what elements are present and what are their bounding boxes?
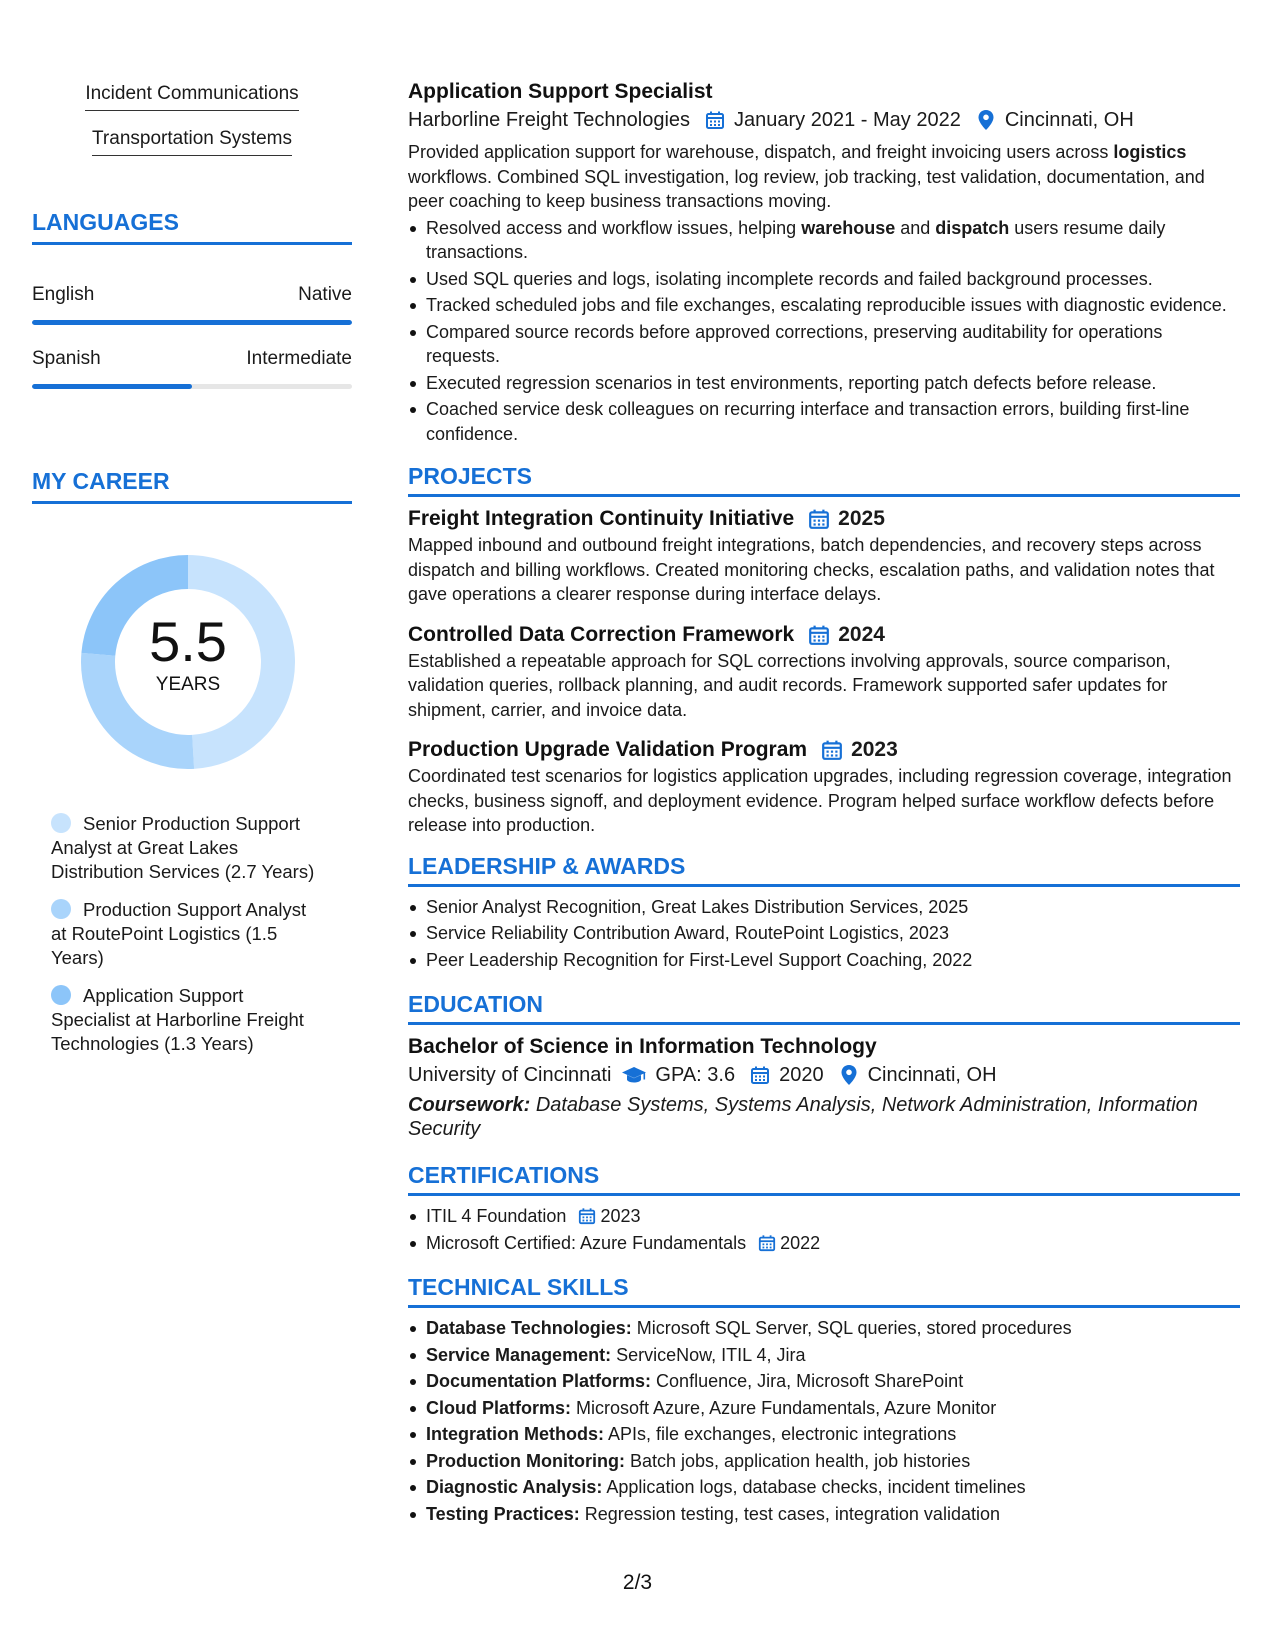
project-title: Production Upgrade Validation Program xyxy=(408,738,808,761)
left-column xyxy=(32,82,352,1070)
projects-list xyxy=(408,505,1240,838)
language-name: Spanish xyxy=(32,348,101,369)
project-description: Coordinated test scenarios for logistics application upgrades, including regression coverage, integration checks, business signoff, and deployment evidence. Program helped surface workflow defects before release into production. xyxy=(408,766,1232,835)
award-item: Senior Analyst Recognition, Great Lakes Distribution Services, 2025 xyxy=(408,895,1240,920)
award-item: Service Reliability Contribution Award, RoutePoint Logistics, 2023 xyxy=(408,921,1240,946)
certification-item xyxy=(408,1231,1240,1256)
skill-value: Batch jobs, application health, job histories xyxy=(629,1450,971,1471)
award-item: Peer Leadership Recognition for First-Level Support Coaching, 2022 xyxy=(408,948,1240,973)
language-proficiency-fill xyxy=(32,384,192,389)
career-total-label: YEARS xyxy=(155,674,221,695)
education-location: Cincinnati, OH xyxy=(867,1064,997,1086)
location-pin-icon xyxy=(975,109,997,131)
career-heading: MY CAREER xyxy=(32,467,352,504)
skill-item xyxy=(408,1316,1240,1341)
language-row xyxy=(32,347,352,371)
job-bullets xyxy=(408,216,1240,447)
skill-item xyxy=(408,1369,1240,1394)
certifications-list xyxy=(408,1204,1240,1255)
skill-value: ServiceNow, ITIL 4, Jira xyxy=(616,1344,806,1365)
calendar-icon xyxy=(704,109,726,131)
career-legend-item xyxy=(51,898,321,970)
legend-label: Application Support Specialist at Harborline Freight Technologies (1.3 Years) xyxy=(51,985,304,1054)
interests-list xyxy=(32,82,352,156)
skill-item xyxy=(408,1422,1240,1447)
education-school: University of Cincinnati xyxy=(408,1064,612,1086)
project-item xyxy=(408,736,1240,838)
job-title: Application Support Specialist xyxy=(408,80,713,103)
legend-label: Production Support Analyst at RoutePoint Logistics (1.5 Years) xyxy=(51,899,307,968)
education-gpa: GPA: 3.6 xyxy=(655,1064,736,1086)
skill-value: Regression testing, test cases, integration validation xyxy=(584,1503,1000,1524)
job-dates: January 2021 - May 2022 xyxy=(734,109,961,131)
experience-entry xyxy=(408,78,1240,446)
language-proficiency-bar xyxy=(32,320,352,325)
project-description: Mapped inbound and outbound freight integrations, batch dependencies, and recovery steps across dispatch and billing workflows. Created monitoring checks, escalation paths, and validation notes that gave operations a clearer response during interface delays. xyxy=(408,535,1215,604)
certification-line xyxy=(426,1231,820,1256)
job-bullet: Resolved access and workflow issues, helping warehouse and dispatch users resume daily transactions. xyxy=(408,216,1240,265)
skills-list xyxy=(408,1316,1240,1526)
skill-value: Application logs, database checks, incident timelines xyxy=(606,1477,1026,1497)
job-summary: Provided application support for warehouse, dispatch, and freight invoicing users across logistics workflows. Combined SQL investigation, log review, job tracking, test validation, documentation, and peer coaching to keep business transactions moving. xyxy=(408,142,1205,211)
education-heading: EDUCATION xyxy=(408,990,1240,1025)
skill-label: Cloud Platforms: xyxy=(426,1397,572,1418)
certification-year: 2023 xyxy=(600,1206,641,1226)
leadership-heading: LEADERSHIP & AWARDS xyxy=(408,852,1240,887)
skill-value: APIs, file exchanges, electronic integrations xyxy=(608,1424,957,1444)
skill-label: Service Management: xyxy=(426,1344,612,1365)
job-company: Harborline Freight Technologies xyxy=(408,109,691,131)
job-bullet: Used SQL queries and logs, isolating incomplete records and failed background processes. xyxy=(408,267,1240,292)
career-total-value: 5.5 xyxy=(149,610,227,673)
skill-item xyxy=(408,1475,1240,1500)
certification-name: Microsoft Certified: Azure Fundamentals xyxy=(426,1232,747,1253)
calendar-icon xyxy=(749,1064,771,1086)
right-column xyxy=(408,78,1240,1528)
project-year: 2024 xyxy=(838,622,885,646)
calendar-icon xyxy=(578,1207,596,1225)
language-level: Native xyxy=(298,284,352,305)
interest-item: Incident Communications xyxy=(85,82,298,111)
skill-value: Confluence, Jira, Microsoft SharePoint xyxy=(656,1371,964,1391)
skill-label: Database Technologies: xyxy=(426,1318,632,1338)
legend-label: Senior Production Support Analyst at Great Lakes Distribution Services (2.7 Years) xyxy=(51,813,315,882)
skills-heading: TECHNICAL SKILLS xyxy=(408,1273,1240,1308)
job-bullet: Compared source records before approved corrections, preserving auditability for operations requests. xyxy=(408,320,1240,369)
skill-value: Microsoft Azure, Azure Fundamentals, Azure Monitor xyxy=(576,1397,997,1418)
languages-list xyxy=(32,283,352,389)
project-title: Freight Integration Continuity Initiative xyxy=(408,507,795,530)
skill-value: Microsoft SQL Server, SQL queries, stored procedures xyxy=(636,1318,1072,1338)
education-entry xyxy=(408,1033,1240,1141)
coursework-label: Coursework: xyxy=(408,1094,531,1116)
skill-item xyxy=(408,1396,1240,1421)
job-location: Cincinnati, OH xyxy=(1004,109,1134,131)
education-coursework xyxy=(408,1093,1240,1141)
skill-item xyxy=(408,1449,1240,1474)
project-year: 2023 xyxy=(851,738,898,761)
calendar-icon xyxy=(808,624,830,646)
skill-label: Integration Methods: xyxy=(426,1424,604,1444)
job-bullet: Executed regression scenarios in test environments, reporting patch defects before release. xyxy=(408,371,1240,396)
language-row xyxy=(32,283,352,307)
project-title: Controlled Data Correction Framework xyxy=(408,622,795,646)
skill-label: Testing Practices: xyxy=(426,1503,580,1524)
languages-heading: LANGUAGES xyxy=(32,208,352,245)
career-legend-item xyxy=(51,812,321,884)
projects-heading: PROJECTS xyxy=(408,462,1240,497)
job-bullet: Tracked scheduled jobs and file exchanges, escalating reproducible issues with diagnostic evidence. xyxy=(408,293,1240,318)
legend-dot xyxy=(51,985,71,1005)
calendar-icon xyxy=(808,508,830,530)
legend-dot xyxy=(51,899,71,919)
legend-dot xyxy=(51,813,71,833)
certification-item xyxy=(408,1204,1240,1229)
education-degree: Bachelor of Science in Information Technology xyxy=(408,1035,877,1058)
certifications-heading: CERTIFICATIONS xyxy=(408,1161,1240,1196)
skill-label: Production Monitoring: xyxy=(426,1450,625,1471)
project-description: Established a repeatable approach for SQL corrections involving approvals, source comparison, validation queries, rollback planning, and audit records. Framework supported safer updates for shipment, carrier, and invoice data. xyxy=(408,650,1171,720)
language-proficiency-bar xyxy=(32,384,352,389)
graduation-cap-icon xyxy=(621,1064,647,1086)
project-header xyxy=(408,505,1240,533)
page-number: 2/3 xyxy=(622,1571,653,1594)
calendar-icon xyxy=(821,739,843,761)
interest-item: Transportation Systems xyxy=(92,127,292,156)
leadership-list xyxy=(408,895,1240,973)
education-meta xyxy=(408,1061,1240,1089)
education-year: 2020 xyxy=(779,1064,824,1086)
coursework-list: Database Systems, Systems Analysis, Network Administration, Information Security xyxy=(408,1094,1198,1140)
job-bullet: Coached service desk colleagues on recurring interface and transaction errors, building first-line confidence. xyxy=(408,397,1240,446)
project-item xyxy=(408,621,1240,723)
certification-year: 2022 xyxy=(780,1232,821,1253)
project-item xyxy=(408,505,1240,607)
language-proficiency-fill xyxy=(32,320,352,325)
skill-label: Diagnostic Analysis: xyxy=(426,1477,603,1497)
skill-item xyxy=(408,1343,1240,1368)
career-donut-chart xyxy=(68,542,308,782)
project-header xyxy=(408,621,1240,649)
skill-label: Documentation Platforms: xyxy=(426,1371,652,1391)
language-name: English xyxy=(32,284,95,305)
calendar-icon xyxy=(758,1234,776,1252)
language-level: Intermediate xyxy=(246,348,352,369)
job-meta xyxy=(408,106,1240,134)
project-header xyxy=(408,736,1240,764)
location-pin-icon xyxy=(838,1064,860,1086)
certification-name: ITIL 4 Foundation xyxy=(426,1206,567,1226)
career-legend xyxy=(51,812,321,1056)
career-legend-item xyxy=(51,984,321,1056)
certification-line xyxy=(426,1204,640,1229)
project-year: 2025 xyxy=(838,507,885,530)
skill-item xyxy=(408,1502,1240,1527)
